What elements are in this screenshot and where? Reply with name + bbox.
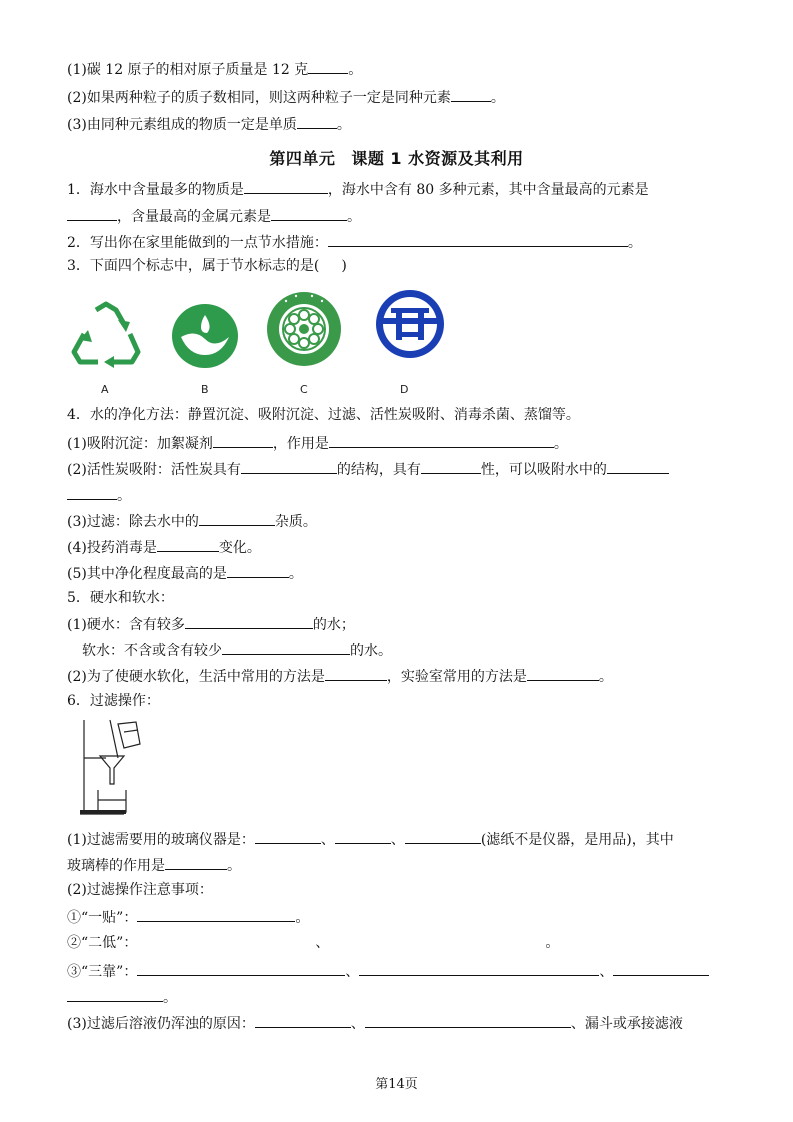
question-4-item-2-cont: 。 (67, 484, 131, 504)
answer-blank[interactable] (451, 86, 491, 102)
question-2: 2．写出你在家里能做到的一点节水措施： 。 (67, 231, 642, 251)
water-saving-logo-b (171, 303, 239, 369)
answer-blank[interactable] (421, 458, 481, 474)
blue-circle-logo-d (374, 288, 446, 360)
answer-blank[interactable] (222, 639, 350, 655)
answer-blank[interactable] (325, 665, 387, 681)
answer-blank[interactable] (165, 854, 227, 870)
question-6-three-lean-cont: 。 (67, 986, 177, 1006)
question-4-item-5: (5)其中净化程度最高的是 。 (67, 562, 303, 582)
answer-blank[interactable] (255, 1012, 351, 1028)
answer-blank[interactable] (613, 960, 709, 976)
page-number: 第14页 (375, 1077, 418, 1092)
question-6-one-stick: ①“一贴”： 。 (67, 906, 309, 926)
answer-blank[interactable] (227, 562, 289, 578)
answer-blank[interactable] (527, 665, 599, 681)
answer-blank[interactable] (185, 613, 313, 629)
question-4-item-2: (2)活性炭吸附：活性炭具有 的结构，具有 性，可以吸附水中的 (67, 458, 669, 478)
answer-blank[interactable] (67, 205, 117, 221)
logo-label-c: C (300, 383, 308, 396)
question-5-item-1: (1)硬水：含有较多 的水； (67, 613, 355, 633)
question-6-three-lean: ③“三靠”： 、 、 (67, 960, 709, 980)
question-5-item-2: (2)为了使硬水软化，生活中常用的方法是 ，实验室常用的方法是 。 (67, 665, 613, 685)
question-6-item-1: (1)过滤需要用的玻璃仪器是： 、 、 (滤纸不是仪器，是用品)，其中 (67, 828, 674, 848)
question-6-item-1-cont: 玻璃棒的作用是 。 (67, 854, 241, 874)
answer-blank[interactable] (329, 432, 554, 448)
filtration-apparatus-figure (80, 718, 160, 818)
question-6-item-3: (3)过滤后溶液仍浑浊的原因： 、 、漏斗或承接滤液 (67, 1012, 683, 1032)
section-title (0, 146, 793, 169)
question-6-intro: 6．过滤操作： (67, 693, 160, 709)
question-1-line-1: 1．海水中含量最多的物质是 ，海水中含有 80 多种元素，其中含量最高的元素是 (67, 178, 649, 198)
question-6-item-2: (2)过滤操作注意事项： (67, 882, 213, 898)
answer-blank[interactable] (157, 536, 219, 552)
answer-blank[interactable] (213, 432, 273, 448)
answer-blank[interactable] (365, 1012, 571, 1028)
prev-item-3: (3)由同种元素组成的物质一定是单质 。 (67, 113, 351, 133)
answer-blank[interactable] (137, 906, 295, 922)
question-4-item-3: (3)过滤：除去水中的 杂质。 (67, 510, 317, 530)
answer-blank[interactable] (405, 828, 481, 844)
recycle-logo-a (68, 300, 144, 372)
answer-blank[interactable] (271, 205, 347, 221)
answer-blank[interactable] (137, 960, 345, 976)
answer-blank[interactable] (199, 510, 275, 526)
logo-label-b: B (201, 383, 209, 396)
logo-label-a: A (101, 383, 109, 396)
prev-item-2: (2)如果两种粒子的质子数相同，则这两种粒子一定是同种元素 。 (67, 86, 505, 106)
answer-blank[interactable] (255, 828, 321, 844)
question-3: 3．下面四个标志中，属于节水标志的是( ) (67, 258, 347, 274)
answer-blank[interactable] (607, 458, 669, 474)
question-6-two-low: ②“二低”： 、 。 (67, 935, 560, 951)
answer-blank[interactable] (359, 960, 599, 976)
answer-blank[interactable] (328, 231, 628, 247)
answer-blank[interactable] (335, 828, 391, 844)
question-5-soft-water: 软水：不含或含有较少 的水。 (82, 639, 392, 659)
question-5-intro: 5．硬水和软水： (67, 590, 174, 606)
answer-blank[interactable] (67, 986, 163, 1002)
unit-label: 第四单元 (269, 149, 336, 168)
logo-label-d: D (400, 383, 409, 396)
question-4-item-4: (4)投药消毒是 变化。 (67, 536, 261, 556)
environmental-seal-logo-c (266, 291, 342, 367)
answer-blank[interactable] (241, 458, 337, 474)
lesson-label: 课题 1 水资源及其利用 (351, 149, 524, 168)
question-4-item-1: (1)吸附沉淀：加絮凝剂 ，作用是 。 (67, 432, 568, 452)
question-1-line-2: ，含量最高的金属元素是 。 (67, 205, 361, 225)
question-4-intro: 4．水的净化方法：静置沉淀、吸附沉淀、过滤、活性炭吸附、消毒杀菌、蒸馏等。 (67, 407, 580, 423)
answer-blank[interactable] (308, 58, 348, 74)
prev-item-1: (1)碳 12 原子的相对原子质量是 12 克 。 (67, 58, 362, 78)
answer-blank[interactable] (244, 178, 328, 194)
answer-blank[interactable] (67, 484, 117, 500)
answer-blank[interactable] (297, 113, 337, 129)
